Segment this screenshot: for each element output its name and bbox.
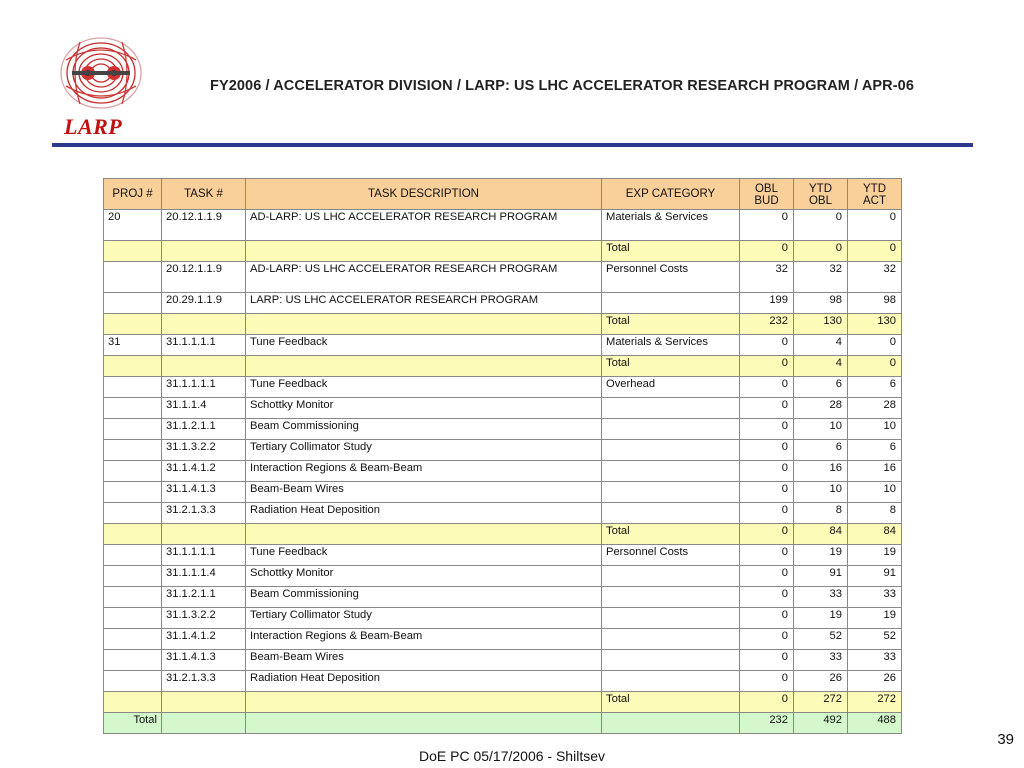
cell-obl-bud: 0 bbox=[740, 440, 794, 461]
cell-ytd-act: 6 bbox=[848, 440, 902, 461]
cell-proj bbox=[104, 671, 162, 692]
cell-ytd-obl: 32 bbox=[794, 262, 848, 293]
cell-ytd-obl: 91 bbox=[794, 566, 848, 587]
subtotal-row bbox=[104, 314, 902, 335]
cell-ytd-obl: 0 bbox=[794, 241, 848, 262]
cell-task: 31.1.1.4 bbox=[162, 398, 246, 419]
cell-ytd-obl: 26 bbox=[794, 671, 848, 692]
table-row bbox=[104, 335, 902, 356]
cell-ytd-obl: 130 bbox=[794, 314, 848, 335]
cell-obl-bud: 0 bbox=[740, 482, 794, 503]
cell-proj bbox=[104, 398, 162, 419]
cell-task: 31.1.1.1.1 bbox=[162, 545, 246, 566]
cell-ytd-obl: 10 bbox=[794, 419, 848, 440]
cell-description: Interaction Regions & Beam-Beam bbox=[246, 629, 602, 650]
cell-obl-bud: 232 bbox=[740, 713, 794, 734]
cell-proj bbox=[104, 587, 162, 608]
cell-description bbox=[246, 524, 602, 545]
cell-ytd-act: 0 bbox=[848, 210, 902, 241]
cell-description: Radiation Heat Deposition bbox=[246, 671, 602, 692]
col-header-ytd-obl: YTD OBL bbox=[794, 179, 848, 210]
cell-description: AD-LARP: US LHC ACCELERATOR RESEARCH PROGRAM bbox=[246, 210, 602, 241]
col-header-ytd-act: YTD ACT bbox=[848, 179, 902, 210]
cell-obl-bud: 232 bbox=[740, 314, 794, 335]
cell-proj bbox=[104, 419, 162, 440]
cell-category bbox=[602, 503, 740, 524]
cell-description: LARP: US LHC ACCELERATOR RESEARCH PROGRAM bbox=[246, 293, 602, 314]
cell-description: Schottky Monitor bbox=[246, 398, 602, 419]
cell-category: Materials & Services bbox=[602, 335, 740, 356]
cell-proj: Total bbox=[104, 713, 162, 734]
subtotal-row bbox=[104, 524, 902, 545]
table-row bbox=[104, 587, 902, 608]
cell-task: 31.1.2.1.1 bbox=[162, 587, 246, 608]
cell-category bbox=[602, 650, 740, 671]
cell-ytd-act: 33 bbox=[848, 650, 902, 671]
cell-task: 31.1.4.1.2 bbox=[162, 461, 246, 482]
table-row bbox=[104, 440, 902, 461]
col-header-category: EXP CATEGORY bbox=[602, 179, 740, 210]
subtotal-row bbox=[104, 241, 902, 262]
cell-ytd-act: 19 bbox=[848, 608, 902, 629]
page-number: 39 bbox=[997, 731, 1014, 748]
cell-ytd-act: 272 bbox=[848, 692, 902, 713]
cell-ytd-act: 130 bbox=[848, 314, 902, 335]
cell-ytd-act: 28 bbox=[848, 398, 902, 419]
cell-task: 31.1.4.1.2 bbox=[162, 629, 246, 650]
cell-ytd-obl: 0 bbox=[794, 210, 848, 241]
cell-category: Total bbox=[602, 524, 740, 545]
cell-proj bbox=[104, 545, 162, 566]
cell-description: AD-LARP: US LHC ACCELERATOR RESEARCH PROGRAM bbox=[246, 262, 602, 293]
cell-task: 20.29.1.1.9 bbox=[162, 293, 246, 314]
cell-ytd-act: 33 bbox=[848, 587, 902, 608]
cell-ytd-obl: 33 bbox=[794, 587, 848, 608]
cell-task: 31.2.1.3.3 bbox=[162, 503, 246, 524]
cell-task: 31.1.2.1.1 bbox=[162, 419, 246, 440]
cell-proj bbox=[104, 503, 162, 524]
subtotal-row bbox=[104, 692, 902, 713]
cell-ytd-obl: 19 bbox=[794, 608, 848, 629]
table-row bbox=[104, 398, 902, 419]
table-row bbox=[104, 503, 902, 524]
cell-category bbox=[602, 608, 740, 629]
table-row bbox=[104, 671, 902, 692]
cell-task bbox=[162, 241, 246, 262]
cell-category: Total bbox=[602, 314, 740, 335]
cell-obl-bud: 199 bbox=[740, 293, 794, 314]
cell-description: Tertiary Collimator Study bbox=[246, 440, 602, 461]
cell-ytd-obl: 4 bbox=[794, 356, 848, 377]
budget-table bbox=[103, 178, 902, 734]
cell-task bbox=[162, 692, 246, 713]
cell-obl-bud: 0 bbox=[740, 566, 794, 587]
cell-task: 31.1.3.2.2 bbox=[162, 608, 246, 629]
cell-obl-bud: 0 bbox=[740, 377, 794, 398]
cell-ytd-obl: 28 bbox=[794, 398, 848, 419]
cell-task: 20.12.1.1.9 bbox=[162, 262, 246, 293]
cell-ytd-act: 26 bbox=[848, 671, 902, 692]
cell-category bbox=[602, 629, 740, 650]
table-body bbox=[104, 210, 902, 734]
cell-ytd-act: 91 bbox=[848, 566, 902, 587]
cell-ytd-act: 98 bbox=[848, 293, 902, 314]
cell-proj bbox=[104, 482, 162, 503]
cell-obl-bud: 32 bbox=[740, 262, 794, 293]
cell-ytd-obl: 33 bbox=[794, 650, 848, 671]
cell-category bbox=[602, 293, 740, 314]
cell-proj bbox=[104, 356, 162, 377]
cell-obl-bud: 0 bbox=[740, 608, 794, 629]
table-row bbox=[104, 650, 902, 671]
cell-task: 31.1.3.2.2 bbox=[162, 440, 246, 461]
table-row bbox=[104, 262, 902, 293]
cell-obl-bud: 0 bbox=[740, 398, 794, 419]
cell-obl-bud: 0 bbox=[740, 210, 794, 241]
cell-description bbox=[246, 356, 602, 377]
cell-description bbox=[246, 314, 602, 335]
cell-proj bbox=[104, 440, 162, 461]
cell-ytd-obl: 6 bbox=[794, 377, 848, 398]
cell-proj bbox=[104, 650, 162, 671]
cell-ytd-obl: 16 bbox=[794, 461, 848, 482]
cell-task: 31.1.1.1.4 bbox=[162, 566, 246, 587]
cell-ytd-obl: 6 bbox=[794, 440, 848, 461]
cell-obl-bud: 0 bbox=[740, 524, 794, 545]
cell-category bbox=[602, 461, 740, 482]
cell-proj: 31 bbox=[104, 335, 162, 356]
cell-proj bbox=[104, 377, 162, 398]
cell-obl-bud: 0 bbox=[740, 419, 794, 440]
cell-ytd-obl: 10 bbox=[794, 482, 848, 503]
cell-category: Total bbox=[602, 356, 740, 377]
cell-proj bbox=[104, 262, 162, 293]
cell-ytd-act: 488 bbox=[848, 713, 902, 734]
cell-proj: 20 bbox=[104, 210, 162, 241]
cell-category bbox=[602, 671, 740, 692]
table-row bbox=[104, 210, 902, 241]
cell-ytd-act: 0 bbox=[848, 335, 902, 356]
slide-footer: DoE PC 05/17/2006 - Shiltsev bbox=[419, 748, 605, 764]
cell-obl-bud: 0 bbox=[740, 692, 794, 713]
cell-description: Tune Feedback bbox=[246, 335, 602, 356]
cell-task: 31.1.4.1.3 bbox=[162, 650, 246, 671]
cell-category: Personnel Costs bbox=[602, 545, 740, 566]
cell-category: Personnel Costs bbox=[602, 262, 740, 293]
cell-task: 31.2.1.3.3 bbox=[162, 671, 246, 692]
cell-ytd-act: 84 bbox=[848, 524, 902, 545]
cell-category bbox=[602, 713, 740, 734]
cell-obl-bud: 0 bbox=[740, 650, 794, 671]
cell-ytd-obl: 19 bbox=[794, 545, 848, 566]
cell-description: Schottky Monitor bbox=[246, 566, 602, 587]
logo-label: LARP bbox=[64, 114, 123, 139]
cell-proj bbox=[104, 241, 162, 262]
table-row bbox=[104, 461, 902, 482]
cell-task: 20.12.1.1.9 bbox=[162, 210, 246, 241]
cell-proj bbox=[104, 692, 162, 713]
cell-obl-bud: 0 bbox=[740, 356, 794, 377]
table-row bbox=[104, 419, 902, 440]
grand-total-row bbox=[104, 713, 902, 734]
cell-task: 31.1.1.1.1 bbox=[162, 335, 246, 356]
cell-task bbox=[162, 524, 246, 545]
cell-ytd-obl: 84 bbox=[794, 524, 848, 545]
cell-obl-bud: 0 bbox=[740, 671, 794, 692]
cell-proj bbox=[104, 566, 162, 587]
col-header-task: TASK # bbox=[162, 179, 246, 210]
subtotal-row bbox=[104, 356, 902, 377]
cell-category bbox=[602, 440, 740, 461]
table-row bbox=[104, 545, 902, 566]
cell-task: 31.1.4.1.3 bbox=[162, 482, 246, 503]
cell-ytd-act: 52 bbox=[848, 629, 902, 650]
table-row bbox=[104, 482, 902, 503]
cell-ytd-act: 10 bbox=[848, 419, 902, 440]
cell-description: Interaction Regions & Beam-Beam bbox=[246, 461, 602, 482]
cell-ytd-act: 6 bbox=[848, 377, 902, 398]
cell-obl-bud: 0 bbox=[740, 241, 794, 262]
cell-ytd-act: 16 bbox=[848, 461, 902, 482]
col-header-proj: PROJ # bbox=[104, 179, 162, 210]
cell-ytd-obl: 8 bbox=[794, 503, 848, 524]
cell-description bbox=[246, 692, 602, 713]
cell-proj bbox=[104, 608, 162, 629]
cell-description: Beam Commissioning bbox=[246, 419, 602, 440]
cell-proj bbox=[104, 629, 162, 650]
cell-category bbox=[602, 419, 740, 440]
cell-category: Total bbox=[602, 692, 740, 713]
cell-description: Tertiary Collimator Study bbox=[246, 608, 602, 629]
cell-ytd-act: 10 bbox=[848, 482, 902, 503]
cell-description: Beam Commissioning bbox=[246, 587, 602, 608]
cell-description: Beam-Beam Wires bbox=[246, 650, 602, 671]
cell-category bbox=[602, 482, 740, 503]
cell-ytd-act: 19 bbox=[848, 545, 902, 566]
cell-category bbox=[602, 587, 740, 608]
cell-ytd-act: 0 bbox=[848, 356, 902, 377]
cell-ytd-obl: 492 bbox=[794, 713, 848, 734]
cell-obl-bud: 0 bbox=[740, 503, 794, 524]
cell-ytd-act: 32 bbox=[848, 262, 902, 293]
slide-title: FY2006 / ACCELERATOR DIVISION / LARP: US LHC ACCELERATOR RESEARCH PROGRAM / APR-06 bbox=[210, 78, 915, 94]
cell-description bbox=[246, 241, 602, 262]
cell-obl-bud: 0 bbox=[740, 545, 794, 566]
col-header-obl-bud: OBL BUD bbox=[740, 179, 794, 210]
cell-category bbox=[602, 566, 740, 587]
cell-description: Radiation Heat Deposition bbox=[246, 503, 602, 524]
cell-task bbox=[162, 356, 246, 377]
cell-ytd-act: 0 bbox=[848, 241, 902, 262]
cell-obl-bud: 0 bbox=[740, 629, 794, 650]
cell-description: Tune Feedback bbox=[246, 377, 602, 398]
title-divider bbox=[52, 143, 973, 147]
cell-category: Total bbox=[602, 241, 740, 262]
cell-obl-bud: 0 bbox=[740, 587, 794, 608]
cell-description: Beam-Beam Wires bbox=[246, 482, 602, 503]
cell-obl-bud: 0 bbox=[740, 335, 794, 356]
cell-proj bbox=[104, 524, 162, 545]
cell-obl-bud: 0 bbox=[740, 461, 794, 482]
larp-logo bbox=[58, 30, 144, 116]
cell-category: Materials & Services bbox=[602, 210, 740, 241]
cell-proj bbox=[104, 461, 162, 482]
table-row bbox=[104, 377, 902, 398]
table-row bbox=[104, 608, 902, 629]
cell-ytd-act: 8 bbox=[848, 503, 902, 524]
table-header bbox=[104, 179, 902, 210]
cell-description: Tune Feedback bbox=[246, 545, 602, 566]
cell-proj bbox=[104, 314, 162, 335]
table-row bbox=[104, 566, 902, 587]
table-row bbox=[104, 629, 902, 650]
cell-ytd-obl: 98 bbox=[794, 293, 848, 314]
col-header-description: TASK DESCRIPTION bbox=[246, 179, 602, 210]
cell-ytd-obl: 4 bbox=[794, 335, 848, 356]
cell-category: Overhead bbox=[602, 377, 740, 398]
table-row bbox=[104, 293, 902, 314]
cell-category bbox=[602, 398, 740, 419]
cell-description bbox=[246, 713, 602, 734]
cell-task: 31.1.1.1.1 bbox=[162, 377, 246, 398]
cell-ytd-obl: 52 bbox=[794, 629, 848, 650]
cell-task bbox=[162, 713, 246, 734]
cell-ytd-obl: 272 bbox=[794, 692, 848, 713]
cell-proj bbox=[104, 293, 162, 314]
cell-task bbox=[162, 314, 246, 335]
